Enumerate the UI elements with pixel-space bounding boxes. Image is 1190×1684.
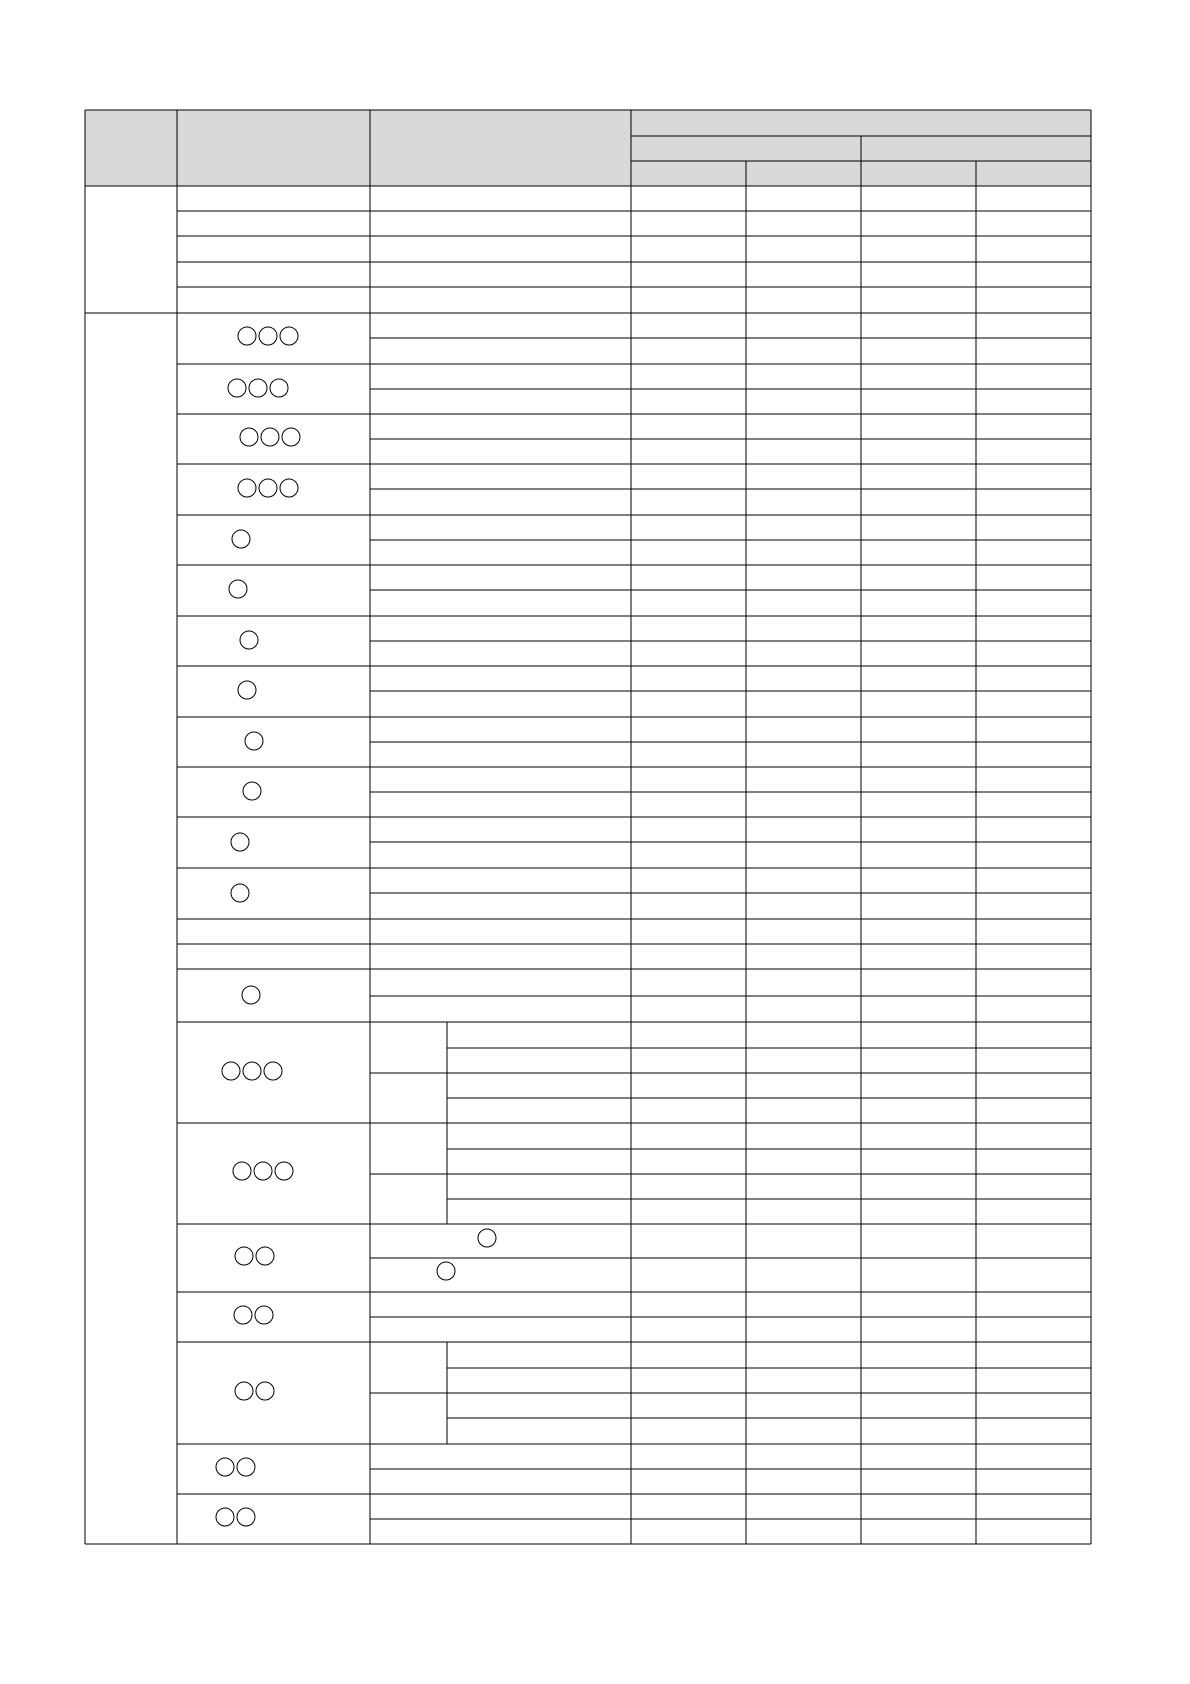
circle-mark-icon xyxy=(256,1247,274,1265)
circle-marks xyxy=(216,327,496,1526)
circle-mark-icon xyxy=(231,884,249,902)
circle-mark-icon xyxy=(229,580,247,598)
circle-mark-icon xyxy=(216,1458,234,1476)
row-rules xyxy=(85,211,1091,1519)
circle-mark-icon xyxy=(237,1458,255,1476)
circle-mark-icon xyxy=(270,379,288,397)
circle-mark-icon xyxy=(254,1162,272,1180)
circle-mark-icon xyxy=(259,327,277,345)
table-border xyxy=(85,110,1091,1544)
circle-mark-icon xyxy=(280,327,298,345)
circle-mark-icon xyxy=(261,428,279,446)
circle-mark-icon xyxy=(242,986,260,1004)
circle-mark-icon xyxy=(264,1062,282,1080)
circle-mark-icon xyxy=(255,1306,273,1324)
header-cell-col2 xyxy=(177,110,370,186)
circle-mark-icon xyxy=(240,631,258,649)
circle-mark-icon xyxy=(280,479,298,497)
circle-mark-icon xyxy=(243,782,261,800)
circle-mark-icon xyxy=(235,1382,253,1400)
circle-mark-icon xyxy=(240,428,258,446)
circle-mark-icon xyxy=(232,530,250,548)
circle-mark-icon xyxy=(275,1162,293,1180)
circle-mark-icon xyxy=(256,1382,274,1400)
circle-mark-icon xyxy=(478,1229,496,1247)
circle-mark-icon xyxy=(238,479,256,497)
circle-mark-icon xyxy=(437,1262,455,1280)
circle-mark-icon xyxy=(243,1062,261,1080)
circle-mark-icon xyxy=(259,479,277,497)
header-cell-col1 xyxy=(85,110,177,186)
table-header xyxy=(85,110,1091,186)
column-rules xyxy=(177,110,976,1544)
header-cell-col3 xyxy=(370,110,631,186)
circle-mark-icon xyxy=(237,1508,255,1526)
circle-mark-icon xyxy=(238,681,256,699)
circle-mark-icon xyxy=(249,379,267,397)
circle-mark-icon xyxy=(282,428,300,446)
circle-mark-icon xyxy=(231,833,249,851)
circle-mark-icon xyxy=(234,1306,252,1324)
circle-mark-icon xyxy=(245,732,263,750)
circle-mark-icon xyxy=(216,1508,234,1526)
circle-mark-icon xyxy=(228,379,246,397)
circle-mark-icon xyxy=(233,1162,251,1180)
circle-mark-icon xyxy=(222,1062,240,1080)
circle-mark-icon xyxy=(238,327,256,345)
circle-mark-icon xyxy=(235,1247,253,1265)
